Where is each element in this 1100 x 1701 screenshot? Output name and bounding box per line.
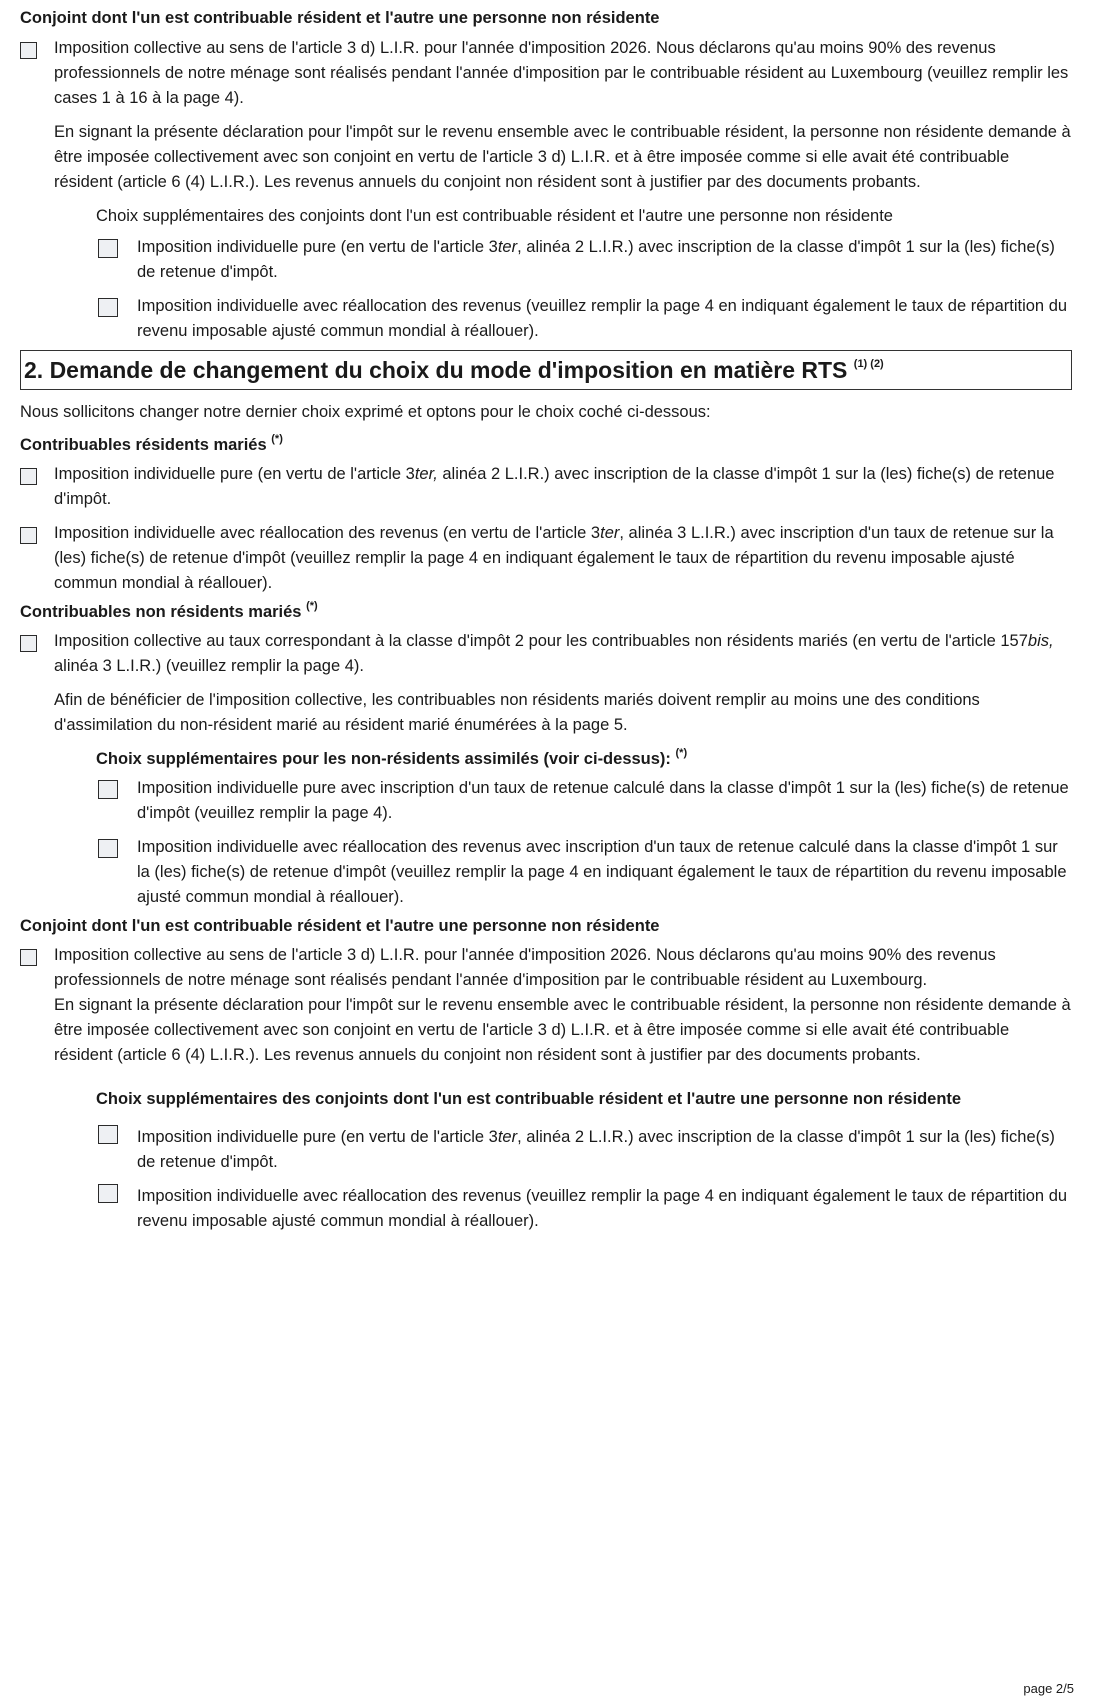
married-option-reallocation[interactable] (20, 521, 1072, 596)
married-residents-heading: Contribuables résidents mariés (*) (20, 432, 283, 454)
checkbox[interactable] (98, 839, 118, 858)
checkbox[interactable] (98, 1125, 118, 1144)
checkbox[interactable] (98, 780, 118, 799)
section-2-title: 2. Demande de changement du choix du mode d'imposition en matière RTS $^{(1) (2)}$ (20, 350, 1072, 390)
option-label: Imposition individuelle avec réallocation des revenus (veuillez remplir la page 4 en indiquant également le taux de répartition du revenu imposable ajusté commun mondial à réallouer). (137, 1187, 1068, 1230)
option-label: Imposition individuelle avec réallocation des revenus (en vertu de l'article 3ter, alinéa 3 L.I.R.) avec inscription d'un taux de retenue sur la (les) fiche(s) de retenue d'impôt (veuillez remplir la page 4 en indiquant également le taux de répartition du revenu imposable ajusté commun mondial à réallouer). (54, 524, 1054, 592)
option-label: Imposition individuelle pure (en vertu de l'article 3ter, alinéa 2 L.I.R.) avec inscription de la classe d'impôt 1 sur la (les) fiche(s) de retenue d'impôt. (54, 465, 1055, 508)
option-label: Imposition individuelle avec réallocation des revenus avec inscription d'un taux de retenue calculé dans la classe d'impôt 1 sur la (les) fiche(s) de retenue d'impôt (veuillez remplir la page 4 en indiquant également le taux de répartition du revenu imposable ajusté commun mondial à réallouer). (137, 838, 1067, 906)
option-label: Imposition collective au taux correspondant à la classe d'impôt 2 pour les contribuables non résidents mariés (en vertu de l'article 157bis, alinéa 3 L.I.R.) (veuillez remplir la page 4). (54, 632, 1054, 675)
nonresident-option-collective[interactable] (20, 629, 1072, 679)
block1-extra-option-1[interactable] (20, 235, 1072, 285)
block1-extra-heading: Choix supplémentaires des conjoints dont l'un est contribuable résident et l'autre une personne non résidente (96, 207, 893, 225)
assimilated-option-2[interactable] (20, 835, 1072, 910)
block1-collective-option[interactable] (20, 36, 1072, 111)
assimilated-heading: Choix supplémentaires pour les non-résidents assimilés (voir ci-dessus): (*) (96, 746, 688, 768)
mixed-couple-signing-text: En signant la présente déclaration pour l'impôt sur le revenu ensemble avec le contribuable résident, la personne non résidente demande à être imposée collectivement avec son conjoint en vertu de l'article 3 d) L.I.R. et à être imposée comme si elle avait été contribuable résident (article 6 (4) L.I.R.). Les revenus annuels du conjoint non résident sont à justifier par des documents probants. (54, 996, 1071, 1064)
option-label: Imposition individuelle avec réallocation des revenus (veuillez remplir la page 4 en indiquant également le taux de répartition du revenu imposable ajusté commun mondial à réallouer). (137, 297, 1068, 340)
mixed-couple-extra-option-1[interactable] (20, 1125, 1072, 1175)
checkbox[interactable] (98, 1184, 118, 1203)
option-label: Imposition collective au sens de l'article 3 d) L.I.R. pour l'année d'imposition 2026. Nous déclarons qu'au moins 90% des revenus professionnels de notre ménage sont réalisés pendant l'année d'imposition par le contribuable résident au Luxembourg. (54, 946, 996, 989)
mixed-couple-extra-heading: Choix supplémentaires des conjoints dont l'un est contribuable résident et l'autre une personne non résidente (96, 1090, 962, 1108)
married-option-individual-pure[interactable] (20, 462, 1072, 512)
block1-extra-option-2[interactable] (20, 294, 1072, 344)
checkbox[interactable] (98, 298, 118, 317)
assimilated-option-1[interactable] (20, 776, 1072, 826)
checkbox[interactable] (20, 42, 37, 59)
mixed-couple-heading: Conjoint dont l'un est contribuable résident et l'autre une personne non résidente (20, 917, 660, 935)
form-page (20, 6, 1072, 1234)
block1-signing-text: En signant la présente déclaration pour l'impôt sur le revenu ensemble avec le contribuable résident, la personne non résidente demande à être imposée collectivement avec son conjoint en vertu de l'article 3 d) L.I.R. et à être imposée comme si elle avait été contribuable résident (article 6 (4) L.I.R.). Les revenus annuels du conjoint non résident sont à justifier par des documents probants. (54, 123, 1071, 191)
option-label: Imposition individuelle pure (en vertu de l'article 3ter, alinéa 2 L.I.R.) avec inscription de la classe d'impôt 1 sur la (les) fiche(s) de retenue d'impôt. (137, 238, 1055, 281)
married-nonresidents-heading: Contribuables non résidents mariés (*) (20, 599, 318, 621)
checkbox[interactable] (20, 527, 37, 544)
option-label: Imposition individuelle pure avec inscription d'un taux de retenue calculé dans la classe d'impôt 1 sur la (les) fiche(s) de retenue d'impôt (veuillez remplir la page 4). (137, 779, 1069, 822)
mixed-couple-extra-option-2[interactable] (20, 1184, 1072, 1234)
option-label: Imposition individuelle pure (en vertu de l'article 3ter, alinéa 2 L.I.R.) avec inscription de la classe d'impôt 1 sur la (les) fiche(s) de retenue d'impôt. (137, 1128, 1055, 1171)
block1-heading: Conjoint dont l'un est contribuable résident et l'autre une personne non résidente (20, 9, 660, 27)
checkbox[interactable] (20, 468, 37, 485)
section-2-intro: Nous sollicitons changer notre dernier choix exprimé et optons pour le choix coché ci-dessous: (20, 403, 711, 421)
mixed-couple-option-collective[interactable] (20, 943, 1072, 993)
checkbox[interactable] (98, 239, 118, 258)
page-number: page 2/5 (1023, 1681, 1074, 1696)
checkbox[interactable] (20, 949, 37, 966)
checkbox[interactable] (20, 635, 37, 652)
nonresident-note: Afin de bénéficier de l'imposition collective, les contribuables non résidents mariés doivent remplir au moins une des conditions d'assimilation du non-résident marié au résident marié énumérées à la page 5. (54, 691, 980, 734)
option-label: Imposition collective au sens de l'article 3 d) L.I.R. pour l'année d'imposition 2026. Nous déclarons qu'au moins 90% des revenus professionnels de notre ménage sont réalisés pendant l'année d'imposition par le contribuable résident au Luxembourg (veuillez remplir les cases 1 à 16 à la page 4). (54, 39, 1069, 107)
